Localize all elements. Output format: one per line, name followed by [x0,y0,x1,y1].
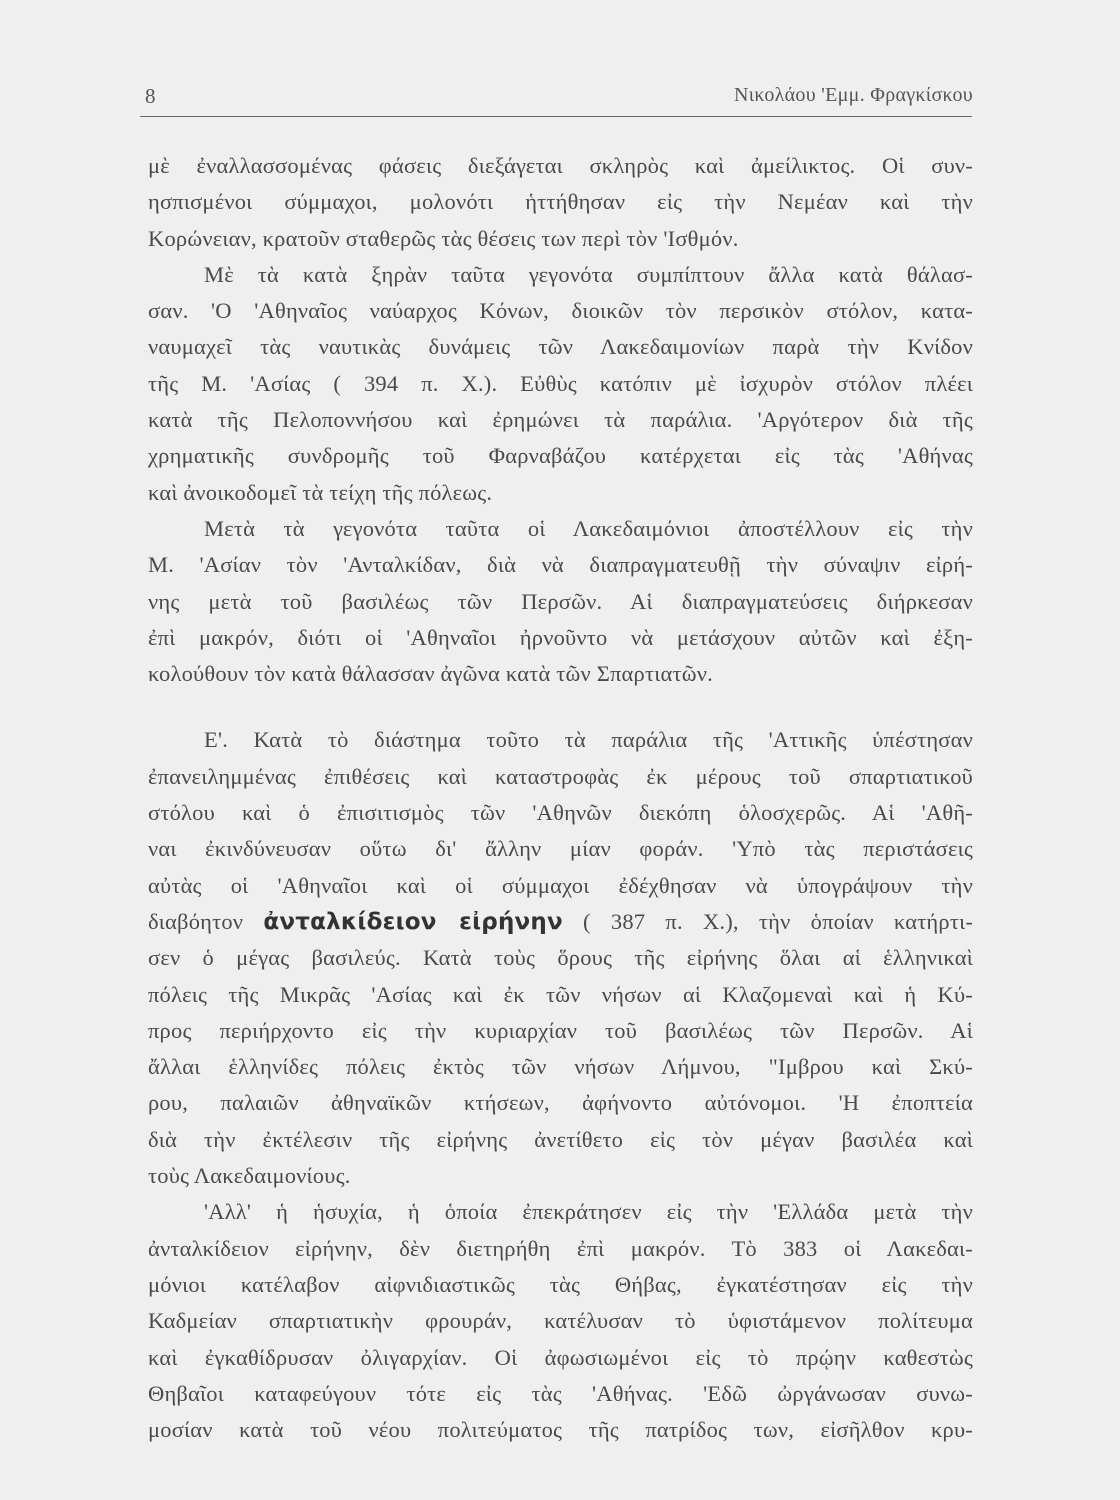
text-line-with-emphasis [148,904,973,940]
text-fragment: ( 387 π. Χ.), τὴν ὁποίαν κατήρτι- [583,908,974,934]
text-line: τοὺς Λακεδαιμονίους. [148,1163,351,1189]
text-line: μόνιοι κατέλαβον αἰφνιδιαστικῶς τὰς Θήβας, ἐγκατέστησαν εἰς τὴν [148,1271,973,1297]
text-line: ἐπὶ μακρόν, διότι οἱ 'Αθηναῖοι ἠρνοῦντο νὰ μετάσχουν αὐτῶν καὶ ἐξη- [148,624,973,650]
text-line: Θηβαῖοι καταφεύγουν τότε εἰς τὰς 'Αθήνας. 'Εδῶ ὠργάνωσαν συνω- [148,1380,973,1406]
text-line: μὲ ἐναλλασσομένας φάσεις διεξάγεται σκληρὸς καὶ ἀμείλικτος. Οἱ συν- [148,153,973,178]
emphasized-term: ἀνταλκίδειον εἰρήνην [263,908,563,935]
text-line: προς περιήρχοντο εἰς τὴν κυριαρχίαν τοῦ βασιλέως τῶν Περσῶν. Αἱ [148,1017,973,1043]
text-line: ναι ἐκινδύνευσαν οὕτω δι' ἄλλην μίαν φοράν. 'Υπὸ τὰς περιστάσεις [148,836,973,862]
text-line: στόλου καὶ ὁ ἐπισιτισμὸς τῶν 'Αθηνῶν διεκόπη ὁλοσχερῶς. Αἱ 'Αθῆ- [148,800,973,826]
text-line: χρηματικῆς συνδρομῆς τοῦ Φαρναβάζου κατέρχεται εἰς τὰς 'Αθήνας [148,443,973,469]
text-fragment: διαβόητον [148,908,244,934]
text-line: ναυμαχεῖ τὰς ναυτικὰς δυνάμεις τῶν Λακεδαιμονίων παρὰ τὴν Κνίδον [148,334,973,360]
text-line: τῆς Μ. 'Ασίας ( 394 π. Χ.). Εὐθὺς κατόπιν μὲ ἰσχυρὸν στόλον πλέει [148,370,973,396]
running-head: Νικολάου 'Εμμ. Φραγκίσκου [733,84,973,106]
text-line: Καδμείαν σπαρτιατικὴν φρουράν, κατέλυσαν τὸ ὑφιστάμενον πολίτευμα [148,1308,973,1334]
page-number: 8 [145,84,156,108]
text-line: σεν ὁ μέγας βασιλεύς. Κατὰ τοὺς ὅρους τῆς εἰρήνης ὅλαι αἱ ἑλληνικαὶ [148,945,973,971]
text-line: καὶ ἐγκαθίδρυσαν ὀλιγαρχίαν. Οἱ ἀφωσιωμένοι εἰς τὸ πρῴην καθεστὼς [148,1344,973,1370]
text-line: Μ. 'Ασίαν τὸν 'Ανταλκίδαν, διὰ νὰ διαπραγματευθῇ τὴν σύναψιν εἰρή- [148,552,973,578]
text-line: αὐτὰς οἱ 'Αθηναῖοι καὶ οἱ σύμμαχοι ἐδέχθησαν νὰ ὑπογράψουν τὴν [148,872,973,898]
text-line: κολούθουν τὸν κατὰ θάλασσαν ἀγῶνα κατὰ τῶν Σπαρτιατῶν. [148,661,713,687]
text-line: καὶ ἀνοικοδομεῖ τὰ τείχη τῆς πόλεως. [148,479,493,505]
text-line: ἄλλαι ἑλληνίδες πόλεις ἐκτὸς τῶν νήσων Λήμνου, "Ιμβρου καὶ Σκύ- [148,1054,973,1080]
body-text [148,148,973,1448]
text-line: Μὲ τὰ κατὰ ξηρὰν ταῦτα γεγονότα συμπίπτουν ἄλλα κατὰ θάλασ- [204,261,973,287]
page-header [145,84,973,114]
text-line: μοσίαν κατὰ τοῦ νέου πολιτεύματος τῆς πατρίδος των, εἰσῆλθον κρυ- [148,1417,973,1443]
text-line: ἀνταλκίδειον εἰρήνην, δὲν διετηρήθη ἐπὶ μακρόν. Τὸ 383 οἱ Λακεδαι- [148,1235,973,1261]
text-line: Μετὰ τὰ γεγονότα ταῦτα οἱ Λακεδαιμόνιοι ἀποστέλλουν εἰς τὴν [204,515,973,541]
section-heading-line: Ε'. Κατὰ τὸ διάστημα τοῦτο τὰ παράλια τῆς 'Αττικῆς ὑπέστησαν [204,727,973,753]
text-line: Κορώνειαν, κρατοῦν σταθερῶς τὰς θέσεις των περὶ τὸν 'Ισθμόν. [148,225,739,251]
text-line: ρου, παλαιῶν ἀθηναϊκῶν κτήσεων, ἀφήνοντο αὐτόνομοι. 'Η ἐποπτεία [148,1090,973,1116]
text-line: 'Αλλ' ἡ ἡσυχία, ἡ ὁποία ἐπεκράτησεν εἰς τὴν 'Ελλάδα μετὰ τὴν [204,1199,973,1225]
text-line: ἐπανειλημμένας ἐπιθέσεις καὶ καταστροφὰς ἐκ μέρους τοῦ σπαρτιατικοῦ [148,763,973,789]
text-line: ησπισμένοι σύμμαχοι, μολονότι ἡττήθησαν εἰς τὴν Νεμέαν καὶ τὴν [148,189,973,215]
text-line: κατὰ τῆς Πελοποννήσου καὶ ἐρημώνει τὰ παράλια. 'Αργότερον διὰ τῆς [148,407,973,433]
header-rule [140,116,972,117]
text-line: νης μετὰ τοῦ βασιλέως τῶν Περσῶν. Αἱ διαπραγματεύσεις διήρκεσαν [148,588,973,614]
text-line: σαν. 'Ο 'Αθηναῖος ναύαρχος Κόνων, διοικῶν τὸν περσικὸν στόλον, κατα- [148,298,973,324]
text-line: διὰ τὴν ἐκτέλεσιν τῆς εἰρήνης ἀνετίθετο εἰς τὸν μέγαν βασιλέα καὶ [148,1126,973,1152]
text-line: πόλεις τῆς Μικρᾶς 'Ασίας καὶ ἐκ τῶν νήσων αἱ Κλαζομεναὶ καὶ ἡ Κύ- [148,981,973,1007]
